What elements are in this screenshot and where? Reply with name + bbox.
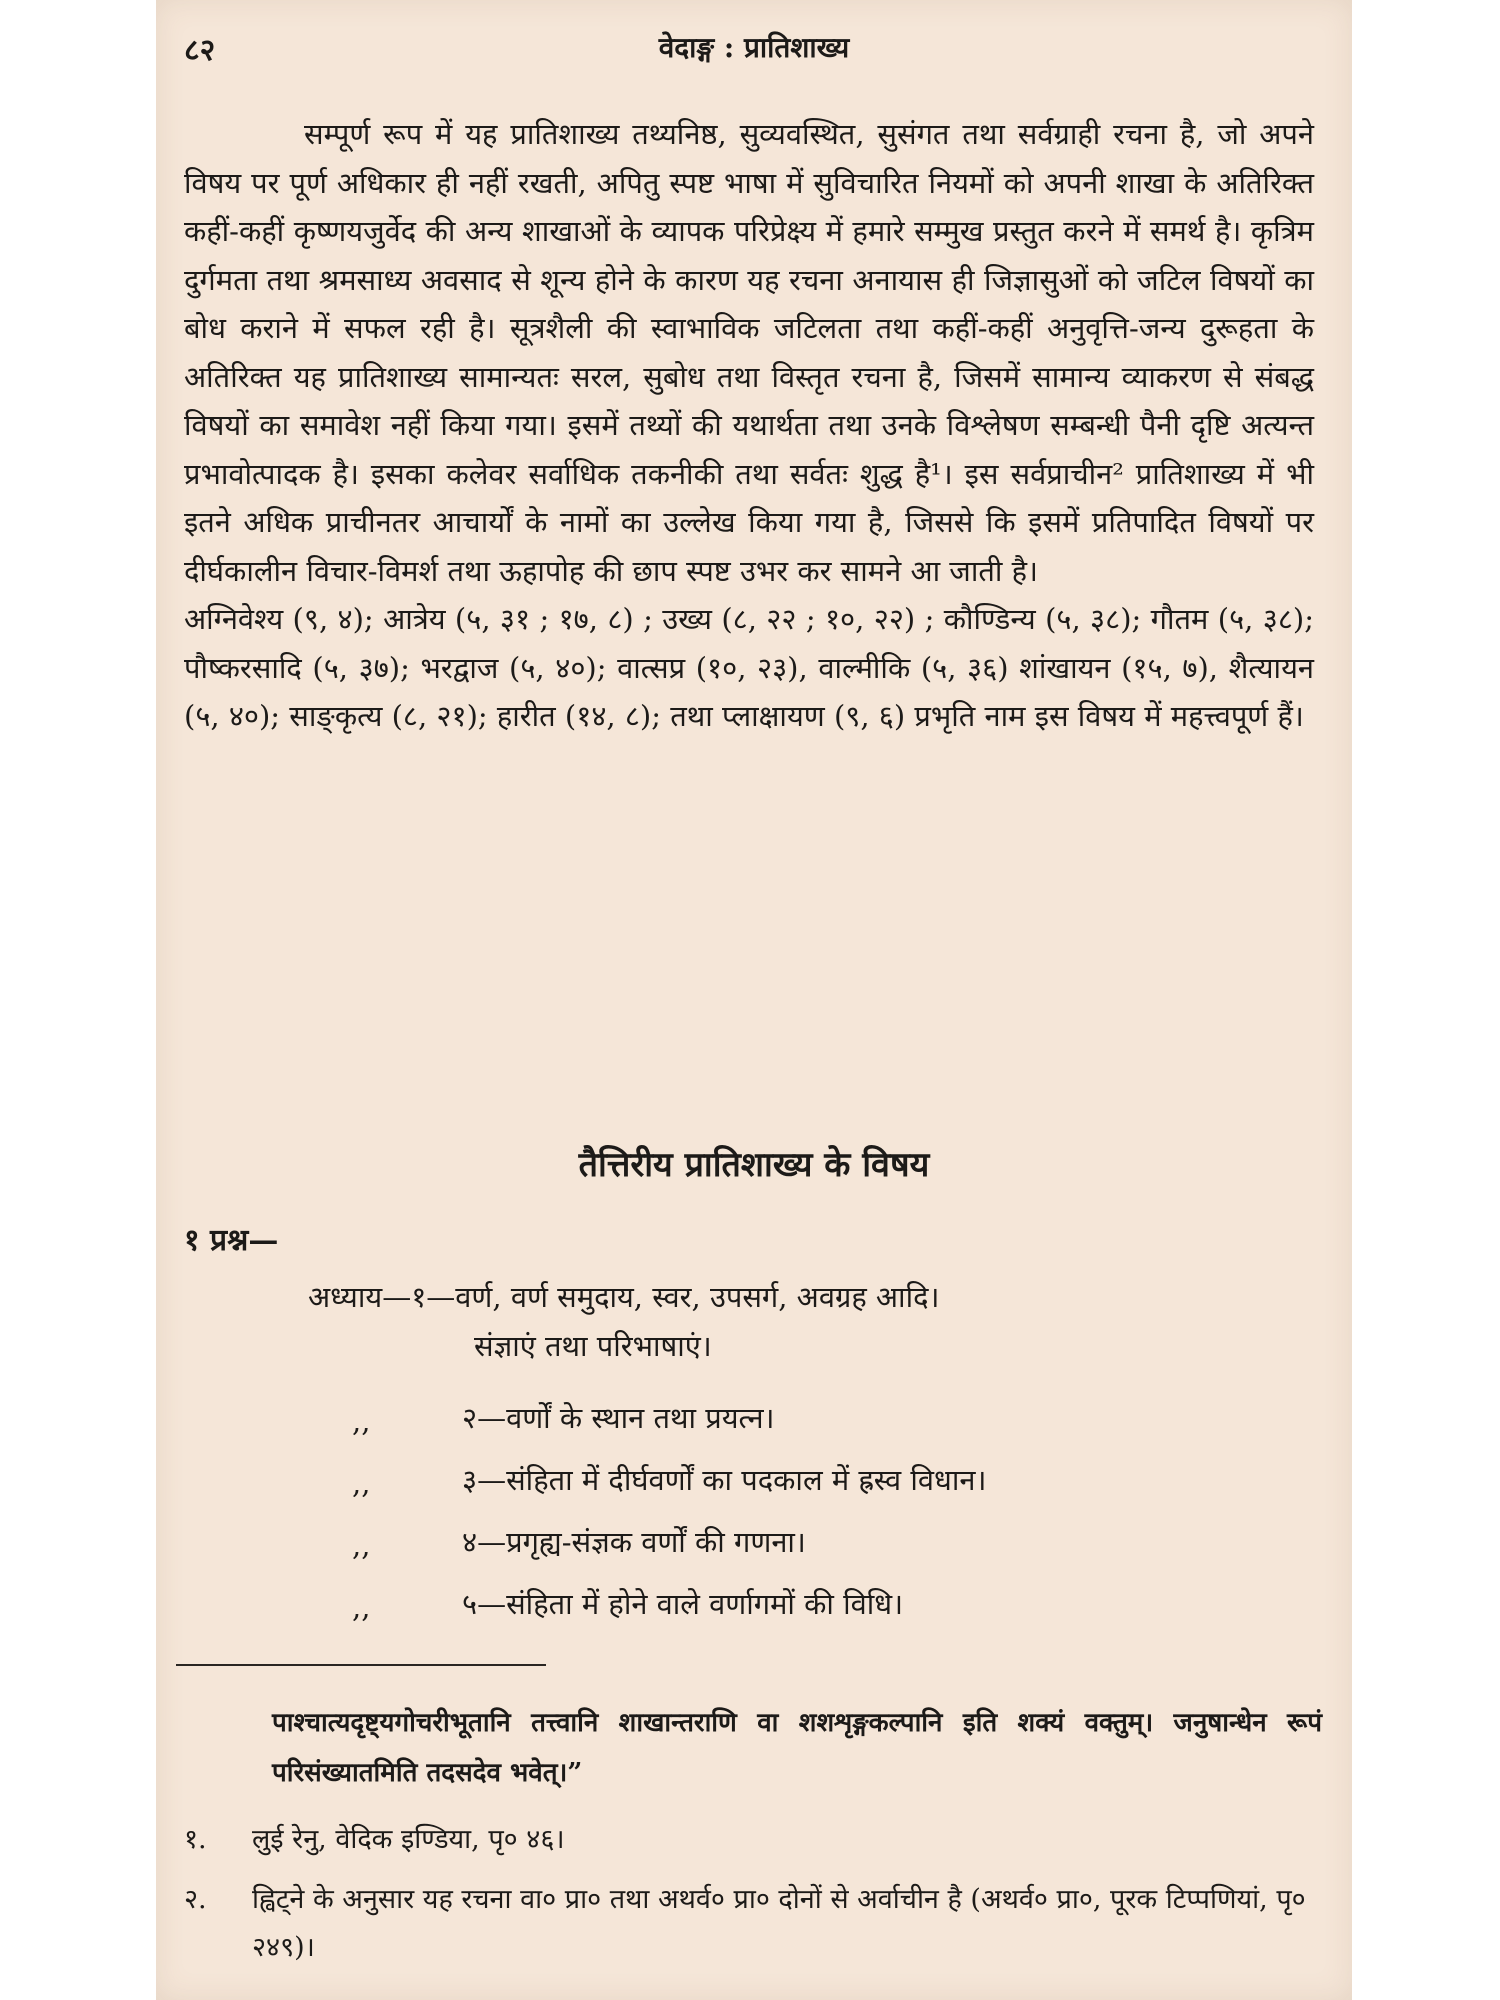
chapter-2-line: २—वर्णों के स्थान तथा प्रयत्न। bbox=[462, 1401, 775, 1435]
footnote-number: २. bbox=[184, 1884, 207, 1915]
prashna-label: १ प्रश्न— bbox=[184, 1223, 279, 1258]
chapter-4-line: ४—प्रगृह्य-संज्ञक वर्णों की गणना। bbox=[462, 1525, 806, 1559]
page-number: ८२ bbox=[184, 33, 216, 68]
main-text bbox=[184, 110, 1314, 741]
section-heading: तैत्तिरीय प्रातिशाख्य के विषय bbox=[578, 1145, 930, 1185]
page-header bbox=[184, 28, 1324, 72]
footnote-text: ह्विट्ने के अनुसार यह रचना वा० प्रा० तथा अथर्व० प्रा० दोनों से अर्वाचीन है (अथर्व० प्रा०, पूरक टिप्पणियां, पृ० २४९)। bbox=[252, 1884, 1306, 1963]
acharya-references: अग्निवेश्य (९, ४); आत्रेय (५, ३१ ; १७, ८) ; उख्य (८, २२ ; १०, २२) ; कौण्डिन्य (५, ३८); गौतम (५, ३८); पौष्करसादि (५, ३७); भरद्वाज (५, ४०); वात्सप्र (१०, २३), वाल्मीकि (५, ३६) शांखायन (१५, ७), शैत्यायन (५, ४०); साङ्कृत्य (८, २१); हारीत (१४, ८); तथा प्लाक्षायण (९, ६) प्रभृति नाम इस विषय में महत्त्वपूर्ण हैं। bbox=[184, 602, 1314, 733]
book-page bbox=[156, 0, 1352, 2000]
chapter-3-line: ३—संहिता में दीर्घवर्णों का पदकाल में ह्रस्व विधान। bbox=[462, 1463, 987, 1497]
chapter-1-continuation: संज्ञाएं तथा परिभाषाएं। bbox=[474, 1329, 712, 1363]
body-paragraph: सम्पूर्ण रूप में यह प्रातिशाख्य तथ्यनिष्ठ, सुव्यवस्थित, सुसंगत तथा सर्वग्राही रचना है, जो अपने विषय पर पूर्ण अधिकार ही नहीं रखती, अपितु स्पष्ट भाषा में सुविचारित नियमों को अपनी शाखा के अतिरिक्त कहीं-कहीं कृष्णयजुर्वेद की अन्य शाखाओं के व्यापक परिप्रेक्ष्य में हमारे सम्मुख प्रस्तुत करने में समर्थ है। कृत्रिम दुर्गमता तथा श्रमसाध्य अवसाद से शून्य होने के कारण यह रचना अनायास ही जिज्ञासुओं को जटिल विषयों का बोध कराने में सफल रही है। सूत्रशैली की स्वाभाविक जटिलता तथा कहीं-कहीं अनुवृत्ति-जन्य दुरूहता के अतिरिक्त यह प्रातिशाख्य सामान्यतः सरल, सुबोध तथा विस्तृत रचना है, जिसमें सामान्य व्याकरण से संबद्ध विषयों का समावेश नहीं किया गया। इसमें तथ्यों की यथार्थता तथा उनके विश्लेषण सम्बन्धी पैनी दृष्टि अत्यन्त प्रभावोत्पादक है। इसका कलेवर सर्वाधिक तकनीकी तथा सर्वतः शुद्ध है¹। इस सर्वप्राचीन² प्रातिशाख्य में भी इतने अधिक प्राचीनतर आचार्यों के नामों का उल्लेख किया गया है, जिससे कि इसमें प्रतिपादित विषयों पर दीर्घकालीन विचार-विमर्श तथा ऊहापोह की छाप स्पष्ट उभर कर सामने आ जाती है। bbox=[184, 117, 1314, 588]
footnote-continuation: पाश्चात्यदृष्ट्यगोचरीभूतानि तत्त्वानि शाखान्तराणि वा शशशृङ्गकल्पानि इति शक्यं वक्तुम्। जनुषान्धेन रूपं परिसंख्यातमिति तदसदेव भवेत्।” bbox=[272, 1708, 1322, 1788]
footnote-divider bbox=[176, 1664, 546, 1666]
ditto-mark: ,, bbox=[352, 1404, 371, 1438]
chapter-1-line bbox=[308, 1277, 939, 1316]
running-title: वेदाङ्ग : प्रातिशाख्य bbox=[658, 31, 850, 64]
ditto-mark: ,, bbox=[352, 1466, 371, 1500]
chapter-prefix: अध्याय— bbox=[308, 1280, 412, 1314]
ditto-mark: ,, bbox=[352, 1590, 371, 1624]
chapter-5-line: ५—संहिता में होने वाले वर्णागमों की विधि। bbox=[462, 1587, 904, 1621]
footnote-text: लुई रेनु, वेदिक इण्डिया, पृ० ४६। bbox=[252, 1824, 565, 1855]
chapter-text: १—वर्ण, वर्ण समुदाय, स्वर, उपसर्ग, अवग्रह आदि। bbox=[411, 1280, 940, 1314]
footnote-number: १. bbox=[184, 1824, 207, 1855]
ditto-mark: ,, bbox=[352, 1528, 371, 1562]
